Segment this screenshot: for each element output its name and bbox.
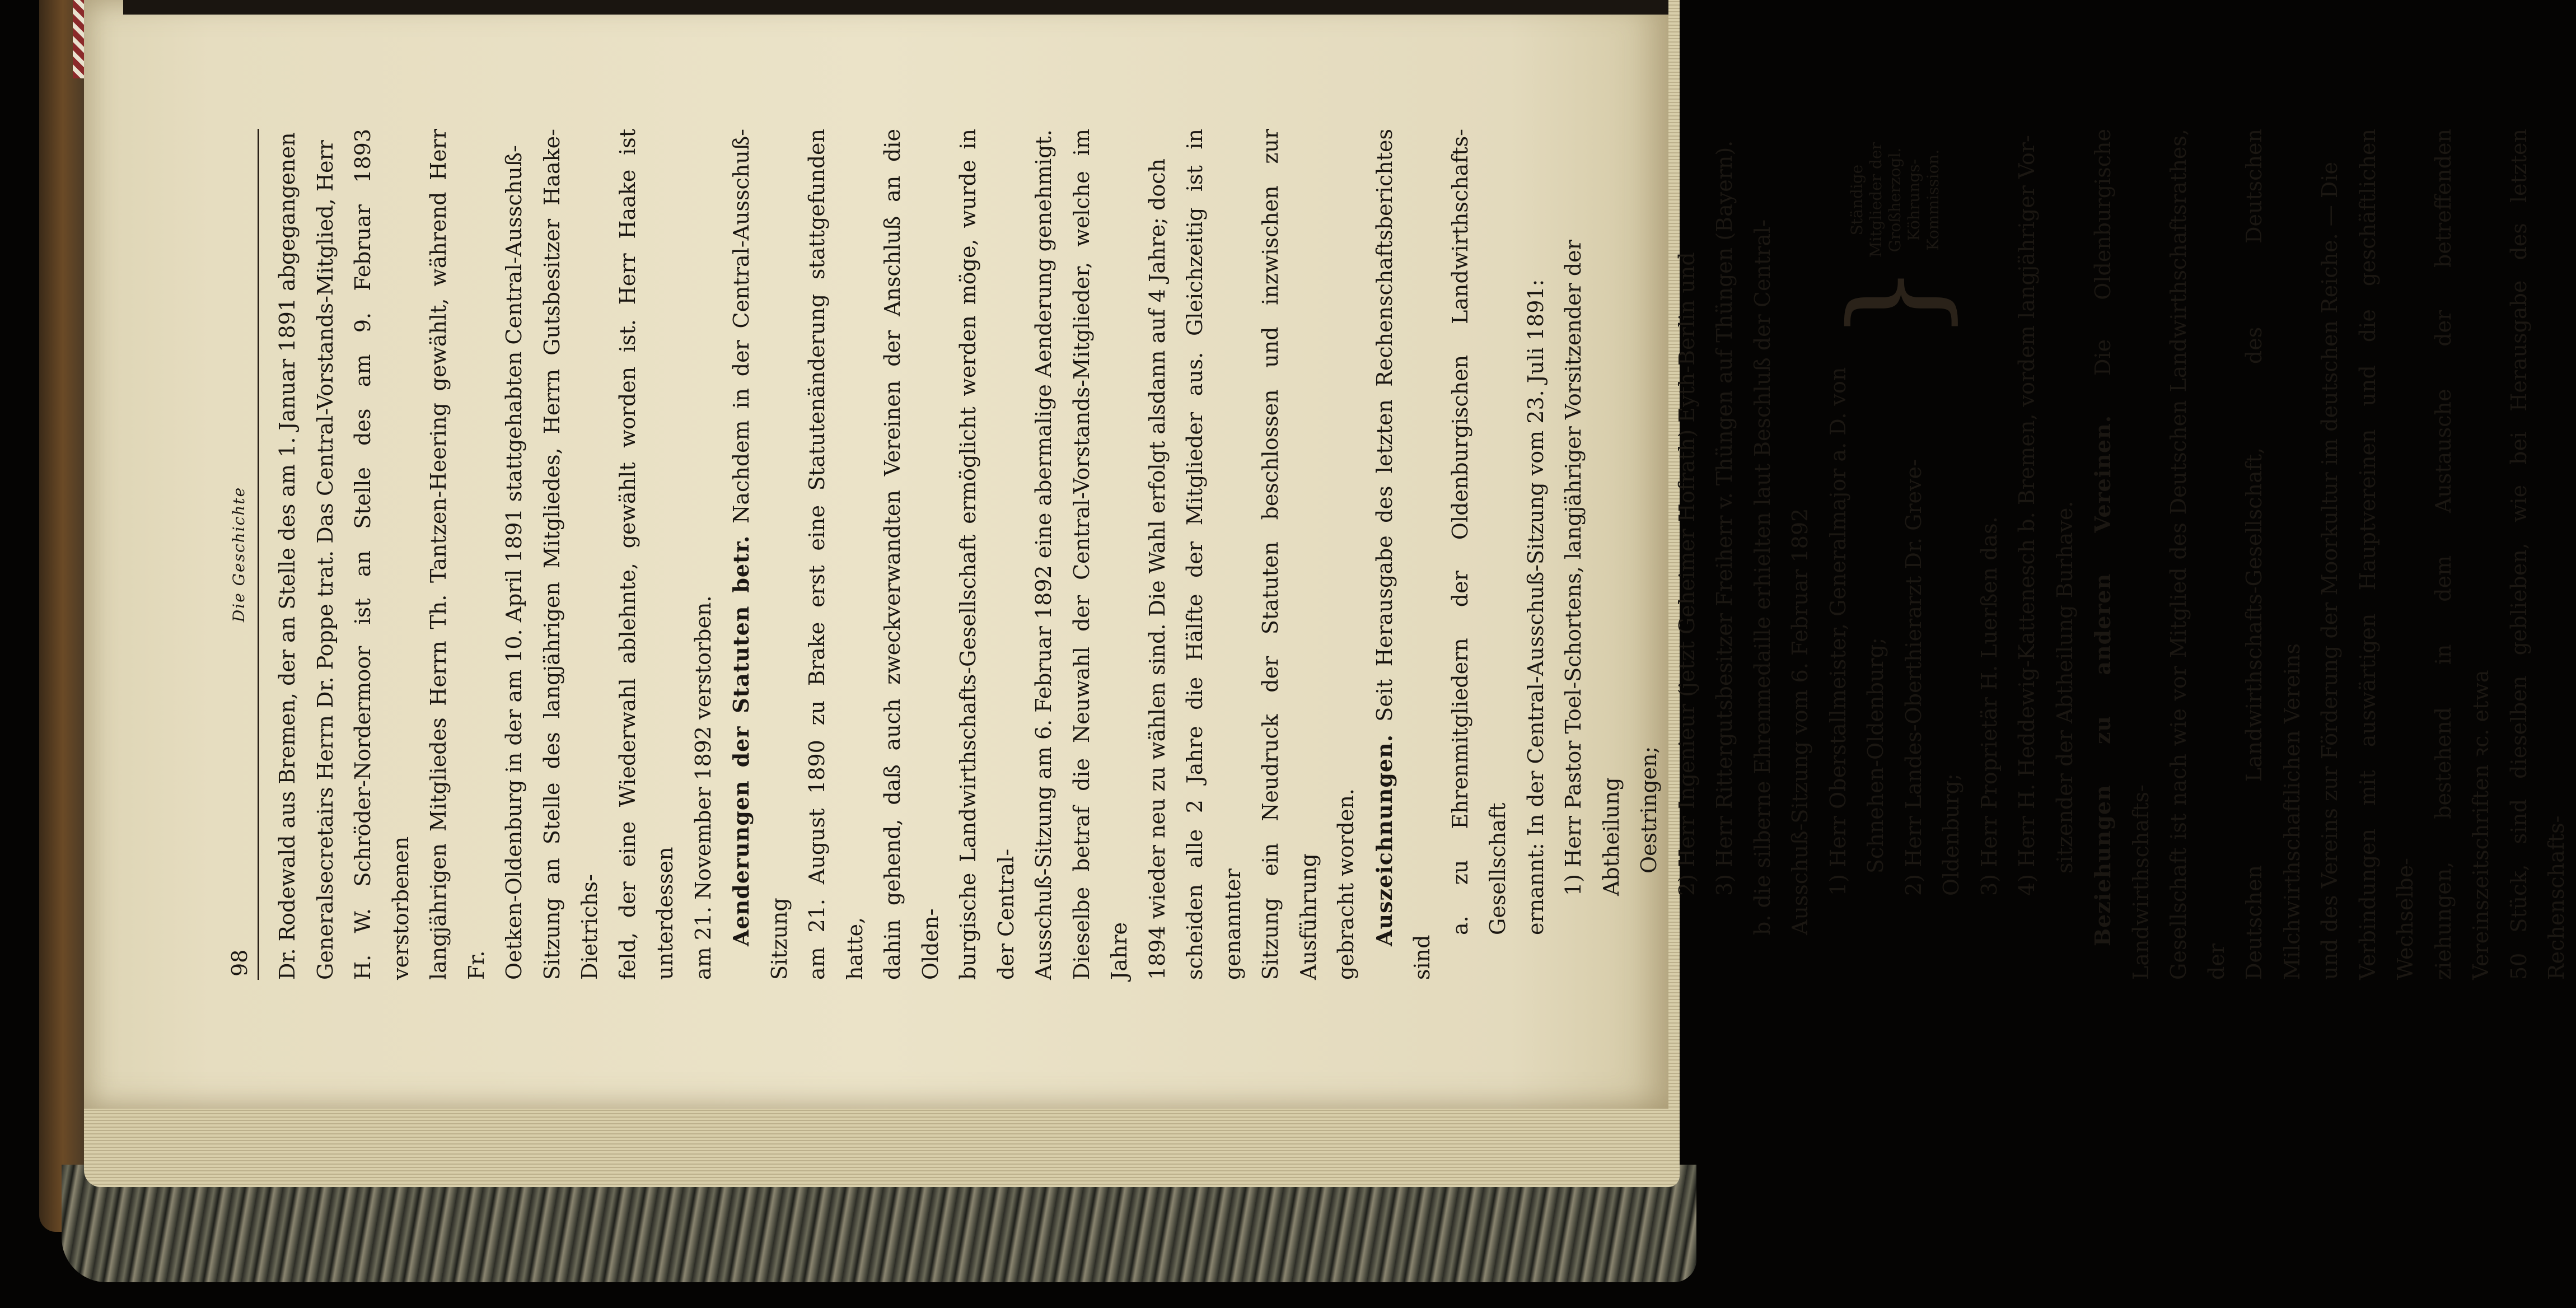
text-line: am 21. August 1890 zu Brake erst eine Statutenänderung stattgefunden hatte, — [805, 129, 867, 980]
list-item: sitzender der Abtheilung Burhave. — [2052, 501, 2077, 873]
text-line: Deutschen Landwirthschafts-Gesellschaft, des Deutschen Milchwirthschaftlichen Vereins — [2242, 129, 2304, 980]
text-line: Gesellschaft ist nach wie vor Mitglied des Deutschen Landwirthschaftsrathes, der — [2166, 129, 2229, 980]
text-line: Ausschuß-Sitzung vom 6. Februar 1892 — [1788, 508, 1812, 935]
brace-note-line: Köhrungs- — [1904, 158, 1923, 241]
text-line: feld, der eine Wiederwahl ablehnte, gewählt worden ist. Herr Haake ist unterdessen — [615, 129, 677, 980]
brace-note-line: Mitglieder der — [1866, 142, 1885, 258]
running-title: Die Geschichte — [230, 486, 248, 623]
text-line: Verbindungen mit auswärtigen Hauptvereinen und die geschäftlichen Wechselbe- — [2355, 129, 2418, 980]
page-top-shadow — [123, 0, 1668, 15]
text-line: ziehungen, bestehend in dem Austausche der betreffenden Vereinszeitschriften ꝛc. etwa — [2430, 129, 2493, 980]
section-heading-statutes: Aenderungen der Statuten betr. — [728, 535, 754, 946]
list-item: Oestringen; — [1637, 746, 1661, 873]
section-heading-awards: Auszeichnungen. — [1371, 734, 1397, 946]
text-line: Ausschuß-Sitzung am 6. Februar 1892 eine abermalige Aenderung genehmigt. — [1031, 129, 1056, 980]
page-content — [224, 129, 2569, 980]
text-line: H. W. Schröder-Nordermoor ist an Stelle des am 9. Februar 1893 verstorbenen — [350, 129, 413, 980]
silver-medal-list — [1820, 353, 2009, 980]
text-line: Sitzung an Stelle des langjährigen Mitgliedes, Herrn Gutsbesitzer Haake-Dietrichs- — [539, 129, 602, 980]
text-line: 1894 wieder neu zu wählen sind. Die Wahl erfolgt alsdann auf 4 Jahre; doch — [1144, 158, 1170, 980]
text-line: Dr. Rodewald aus Bremen, der an Stelle des am 1. Januar 1891 abgegangenen — [275, 132, 300, 980]
brace-note-line: Kommission. — [1923, 149, 1942, 251]
silver-medal-block — [1820, 129, 2009, 980]
list-item: 3) Herr Rittergutsbesitzer Freiherr v. Thüngen auf Thüngen (Bayern). — [1712, 140, 1737, 896]
text-line: a. zu Ehrenmitgliedern der Oldenburgischen Landwirthschafts-Gesellschaft — [1447, 129, 1510, 935]
paragraph-relations-first-line — [2084, 129, 2160, 980]
text-line: Die Oldenburgische Landwirthschafts- — [2091, 129, 2153, 980]
commission-brace-note — [1820, 140, 1971, 342]
text-line: gebracht worden. — [1334, 788, 1358, 980]
brace-note-line: Großherzogl. — [1885, 147, 1904, 253]
brace-note-text — [1848, 142, 1943, 258]
text-line: Nachdem in der Central-Ausschuß-Sitzung — [729, 129, 792, 980]
text-line: Dieselbe betraf die Neuwahl der Central-Vorstands-Mitglieder, welche im Jahre — [1069, 129, 1132, 980]
text-line: am 21. November 1892 verstorben. — [690, 595, 716, 980]
text-line: Oetken-Oldenburg in der am 10. April 1891 stattgehabten Central-Ausschuß- — [502, 145, 526, 980]
section-heading-relations: Beziehungen zu anderen Vereinen. — [2090, 415, 2115, 946]
text-line: b. die silberne Ehrenmedaille erhielten laut Beschluß der Central- — [1750, 219, 1775, 935]
page-number: 98 — [227, 949, 252, 977]
text-line: 50 Stück, sind dieselben geblieben, wie bei Herausgabe des letzten Rechenschafts- — [2506, 129, 2569, 980]
text-line — [1744, 129, 1782, 980]
running-head — [224, 129, 259, 980]
list-item: 2) Herr Landes-Oberthierarzt Dr. Greve-Oldenburg; — [1901, 459, 1963, 896]
text-line: ernannt: In der Central-Ausschuß-Sitzung vom 23. Juli 1891: — [1523, 279, 1548, 935]
text-line: Generalsecretairs Herrn Dr. Poppe trat. Das Central-Vorstands-Mitglied, Herr — [312, 140, 338, 980]
list-item: 4) Herr H. Heddewig-Kattenesch b. Bremen, vordem langjähriger Vor- — [2014, 135, 2039, 896]
text-line: und des Vereins zur Förderung der Moorkultur im deutschen Reiche. — Die — [2317, 162, 2342, 980]
paragraph-awards-first-line — [1366, 129, 1442, 980]
silver-medal-list-continued — [2008, 129, 2084, 980]
brace-note-line: Ständige — [1847, 164, 1866, 236]
text-line: langjährigen Mitgliedes Herrn Th. Tantzen-Heering gewählt, während Herr Fr. — [426, 129, 489, 980]
list-item: 1) Herr Oberstallmeister, Generalmajor a. D. von — [1825, 367, 1850, 896]
text-line: Sitzung ein Neudruck der Statuten beschlossen und inzwischen zur Ausführung — [1258, 129, 1321, 980]
text-line: Seit Herausgabe des letzten Rechenschaftsberichtes sind — [1372, 129, 1434, 980]
text-line: burgische Landwirthschafts-Gesellschaft ermöglicht werden möge, wurde in der Central- — [956, 129, 1018, 980]
body-text — [269, 129, 2576, 980]
text-line: dahin gehend, daß auch zweckverwandten Vereinen der Anschluß an die Olden- — [880, 129, 943, 980]
paragraph-statutes-first-line — [722, 129, 798, 980]
text-line: scheiden alle 2 Jahre die Hälfte der Mitglieder aus. Gleichzeitig ist in genannter — [1182, 129, 1245, 980]
list-item: 3) Herr Proprietär H. Luerßen das. — [1976, 516, 2002, 896]
list-item: 1) Herr Pastor Toel-Schortens, langjähriger Vorsitzender der Abtheilung — [1561, 240, 1624, 896]
curly-brace-icon: } — [1823, 263, 1967, 342]
list-item: Schnehen-Oldenburg; — [1863, 637, 1888, 873]
list-item: 2) Herr Ingenieur (jetzt Geheimer Hofrath) Eyth-Berlin und — [1674, 252, 1699, 896]
honorary-members-list — [1555, 129, 1744, 980]
